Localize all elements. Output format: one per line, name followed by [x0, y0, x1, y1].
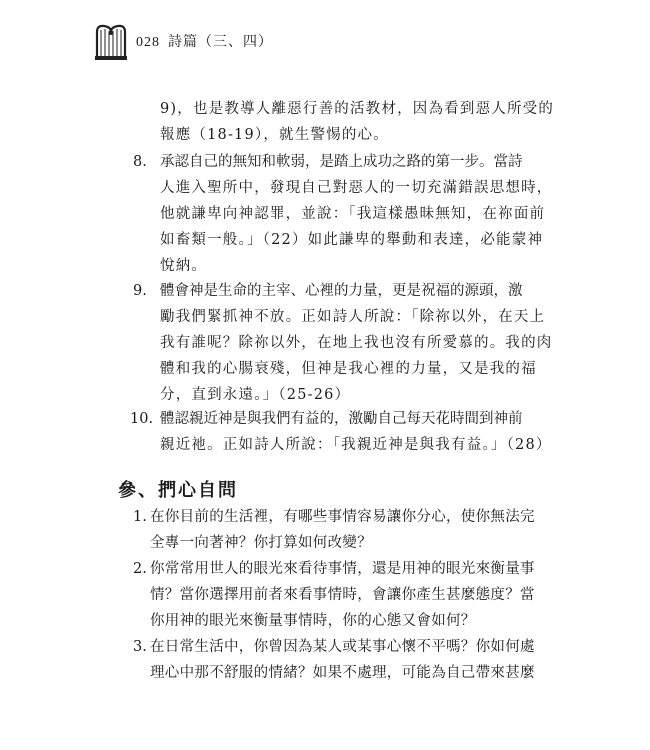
question-line: 理心中那不舒服的情緒？如果不處理，可能為自己帶來甚麼 [150, 665, 535, 681]
item-line: 體會神是生命的主宰、心裡的力量，更是祝福的源頭，激 [160, 283, 523, 299]
question-line: 你用神的眼光來衡量事情時，你的心態又會如何？ [150, 613, 476, 629]
item-line: 他就謙卑向神認罪，並說：「我這樣愚昧無知，在祢面前 [160, 206, 546, 222]
item-line: 如畜類一般。」（22）如此謙卑的舉動和表達，必能蒙神 [160, 232, 544, 248]
item-line: 體和我的心腸衰殘，但神是我心裡的力量，又是我的福 [160, 361, 537, 377]
page-number: 028 [136, 35, 160, 50]
item-line: 我有誰呢？除祢以外，在地上我也沒有所愛慕的。我的肉 [160, 335, 553, 351]
question-line: 你常常用世人的眼光來看待事情，還是用神的眼光來衡量事 [150, 561, 535, 577]
section-heading: 參、捫心自問 [118, 480, 238, 501]
continuation-line: 9)，也是教導人離惡行善的活教材，因為看到惡人所受的 [160, 101, 555, 117]
item-number: 10. [130, 411, 154, 427]
header-title [136, 31, 273, 51]
harp-icon [92, 22, 130, 62]
item-line: 分，直到永遠。」（25-26） [160, 387, 351, 403]
continuation-line: 報應（18-19），就生警惕的心。 [160, 127, 389, 143]
item-line: 人進入聖所中，發現自己對惡人的一切充滿錯誤思想時， [160, 180, 553, 196]
item-number: 9. [133, 283, 147, 299]
question-number: 3. [133, 639, 147, 655]
item-line: 勵我們緊抓神不放。正如詩人所說：「除祢以外，在天上 [160, 309, 546, 325]
item-line: 承認自己的無知和軟弱，是踏上成功之路的第一步。當詩 [160, 154, 523, 170]
question-line: 情？當你選擇用前者來看事情時，會讓你產生甚麼態度？當 [150, 587, 535, 603]
book-title: 詩篇（三、四） [168, 34, 273, 50]
question-line: 在日常生活中，你曾因為某人或某事心懷不平嗎？你如何處 [150, 639, 535, 655]
item-line: 親近祂。正如詩人所說：「我親近神是與我有益。」（28） [160, 437, 552, 453]
item-line: 悅納。 [160, 258, 208, 274]
question-line: 全專一向著神？你打算如何改變？ [150, 535, 372, 551]
question-number: 1. [133, 509, 147, 525]
question-number: 2. [133, 561, 147, 577]
question-line: 在你目前的生活裡，有哪些事情容易讓你分心，使你無法完 [150, 509, 535, 525]
item-number: 8. [133, 154, 147, 170]
item-line: 體認親近神是與我們有益的，激勵自己每天花時間到神前 [160, 411, 523, 427]
